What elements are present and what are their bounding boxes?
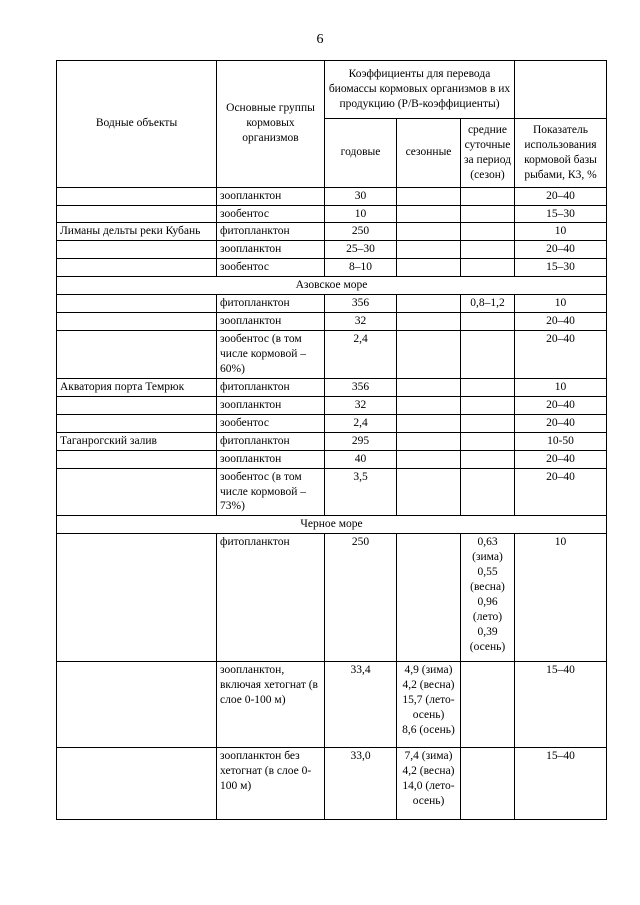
cell-daily	[461, 662, 515, 748]
cell-index: 20–40	[515, 313, 607, 331]
cell-index: 20–40	[515, 331, 607, 379]
cell-annual: 8–10	[325, 259, 397, 277]
cell-seasonal	[397, 396, 461, 414]
cell-index: 10	[515, 378, 607, 396]
cell-annual: 295	[325, 432, 397, 450]
cell-index: 15–30	[515, 259, 607, 277]
table-body-black	[57, 534, 607, 820]
cell-index: 10	[515, 223, 607, 241]
header-annual: годовые	[325, 118, 397, 187]
header-water-objects: Водные объекты	[57, 61, 217, 188]
cell-daily	[461, 313, 515, 331]
header-daily: средние суточные за период (сезон)	[461, 118, 515, 187]
cell-annual: 30	[325, 187, 397, 205]
table-row	[57, 331, 607, 379]
cell-annual: 40	[325, 450, 397, 468]
page-number: 6	[316, 32, 324, 47]
cell-water-object: Лиманы дельты реки Кубань	[57, 223, 217, 241]
cell-daily	[461, 205, 515, 223]
table-row	[57, 295, 607, 313]
cell-daily	[461, 396, 515, 414]
cell-annual: 2,4	[325, 414, 397, 432]
cell-food-group: зообентос	[217, 259, 325, 277]
cell-annual: 32	[325, 313, 397, 331]
table-row	[57, 432, 607, 450]
cell-daily	[461, 414, 515, 432]
cell-seasonal	[397, 331, 461, 379]
cell-daily	[461, 223, 515, 241]
cell-index: 20–40	[515, 414, 607, 432]
cell-food-group: зообентос (в том числе кормовой – 73%)	[217, 468, 325, 516]
table-row	[57, 414, 607, 432]
cell-seasonal	[397, 187, 461, 205]
cell-food-group: фитопланктон	[217, 295, 325, 313]
cell-food-group: зоопланктон	[217, 396, 325, 414]
cell-water-object	[57, 662, 217, 748]
cell-food-group: зообентос	[217, 414, 325, 432]
cell-annual: 356	[325, 295, 397, 313]
cell-water-object	[57, 468, 217, 516]
cell-seasonal: 4,9 (зима) 4,2 (весна) 15,7 (лето-осень) 8,6 (осень)	[397, 662, 461, 748]
cell-index: 20–40	[515, 187, 607, 205]
cell-daily	[461, 378, 515, 396]
header-index-spacer	[515, 61, 607, 119]
cell-daily	[461, 432, 515, 450]
cell-daily	[461, 241, 515, 259]
cell-annual: 250	[325, 223, 397, 241]
cell-seasonal	[397, 534, 461, 662]
table-row	[57, 187, 607, 205]
table-row	[57, 241, 607, 259]
cell-food-group: фитопланктон	[217, 378, 325, 396]
cell-daily	[461, 331, 515, 379]
cell-annual: 250	[325, 534, 397, 662]
cell-food-group: зоопланктон	[217, 450, 325, 468]
cell-water-object	[57, 313, 217, 331]
cell-index: 20–40	[515, 396, 607, 414]
cell-annual: 356	[325, 378, 397, 396]
cell-annual: 32	[325, 396, 397, 414]
table-row	[57, 223, 607, 241]
cell-water-object	[57, 331, 217, 379]
cell-food-group: зообентос	[217, 205, 325, 223]
cell-seasonal	[397, 241, 461, 259]
cell-daily	[461, 748, 515, 820]
cell-seasonal	[397, 414, 461, 432]
cell-seasonal	[397, 378, 461, 396]
cell-annual: 2,4	[325, 331, 397, 379]
cell-annual: 33,0	[325, 748, 397, 820]
table-row	[57, 313, 607, 331]
cell-food-group: зоопланктон	[217, 187, 325, 205]
table-row	[57, 450, 607, 468]
section-title-black: Черное море	[57, 516, 607, 534]
cell-water-object	[57, 534, 217, 662]
section-azov	[57, 277, 607, 295]
cell-water-object: Акватория порта Темрюк	[57, 378, 217, 396]
cell-daily	[461, 468, 515, 516]
cell-water-object	[57, 396, 217, 414]
cell-seasonal	[397, 295, 461, 313]
table-row	[57, 205, 607, 223]
cell-food-group: зоопланктон	[217, 241, 325, 259]
cell-daily	[461, 187, 515, 205]
cell-water-object	[57, 414, 217, 432]
cell-seasonal: 7,4 (зима) 4,2 (весна) 14,0 (лето-осень)	[397, 748, 461, 820]
cell-food-group: фитопланктон	[217, 432, 325, 450]
pb-coefficients-table	[56, 60, 607, 820]
cell-food-group: фитопланктон	[217, 223, 325, 241]
table-row	[57, 748, 607, 820]
cell-food-group: фитопланктон	[217, 534, 325, 662]
cell-water-object	[57, 295, 217, 313]
cell-seasonal	[397, 259, 461, 277]
table-row	[57, 396, 607, 414]
cell-food-group: зоопланктон без хетогнат (в слое 0-100 м)	[217, 748, 325, 820]
cell-seasonal	[397, 205, 461, 223]
header-row-1	[57, 61, 607, 119]
cell-index: 10-50	[515, 432, 607, 450]
cell-water-object	[57, 748, 217, 820]
cell-annual: 10	[325, 205, 397, 223]
cell-water-object	[57, 205, 217, 223]
header-seasonal: сезонные	[397, 118, 461, 187]
section-title-azov: Азовское море	[57, 277, 607, 295]
cell-food-group: зообентос (в том числе кормовой – 60%)	[217, 331, 325, 379]
table-row	[57, 468, 607, 516]
cell-daily	[461, 450, 515, 468]
cell-food-group: зоопланктон	[217, 313, 325, 331]
table-row	[57, 662, 607, 748]
header-index: Показатель использования кормовой базы рыбами, К3, %	[515, 118, 607, 187]
cell-water-object: Таганрогский залив	[57, 432, 217, 450]
cell-water-object	[57, 450, 217, 468]
cell-food-group: зоопланктон, включая хетогнат (в слое 0-100 м)	[217, 662, 325, 748]
cell-index: 10	[515, 295, 607, 313]
table-row	[57, 259, 607, 277]
cell-index: 15–30	[515, 205, 607, 223]
table-body-azov	[57, 295, 607, 516]
section-black	[57, 516, 607, 534]
cell-index: 15–40	[515, 662, 607, 748]
cell-seasonal	[397, 450, 461, 468]
cell-index: 10	[515, 534, 607, 662]
cell-annual: 33,4	[325, 662, 397, 748]
table-row	[57, 534, 607, 662]
header-food-groups: Основные группы кормовых организмов	[217, 61, 325, 188]
cell-daily: 0,8–1,2	[461, 295, 515, 313]
cell-water-object	[57, 259, 217, 277]
cell-index: 15–40	[515, 748, 607, 820]
cell-seasonal	[397, 313, 461, 331]
cell-daily: 0,63 (зима) 0,55 (весна) 0,96 (лето) 0,39 (осень)	[461, 534, 515, 662]
cell-index: 20–40	[515, 468, 607, 516]
cell-water-object	[57, 187, 217, 205]
cell-seasonal	[397, 468, 461, 516]
cell-seasonal	[397, 223, 461, 241]
table-body-top	[57, 187, 607, 277]
cell-annual: 3,5	[325, 468, 397, 516]
cell-daily	[461, 259, 515, 277]
cell-index: 20–40	[515, 450, 607, 468]
cell-seasonal	[397, 432, 461, 450]
table-row	[57, 378, 607, 396]
cell-annual: 25–30	[325, 241, 397, 259]
cell-index: 20–40	[515, 241, 607, 259]
cell-water-object	[57, 241, 217, 259]
header-coefficients: Коэффициенты для перевода биомассы кормовых организмов в их продукцию (Р/В-коэффициенты)	[325, 61, 515, 119]
